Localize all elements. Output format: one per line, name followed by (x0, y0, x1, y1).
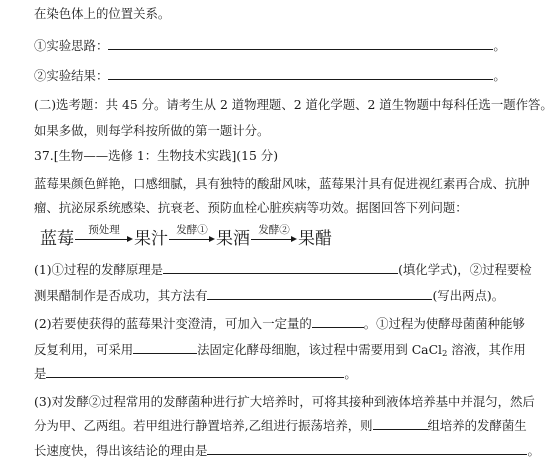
q2-text-c-pre: 是 (34, 366, 47, 381)
q2-blank-function[interactable] (46, 366, 344, 378)
text-line-chromosome (34, 6, 546, 22)
experiment-idea-label: ①实验思路： (34, 38, 109, 53)
arrow-head-icon (209, 236, 215, 242)
flow-arrow-label: 发酵① (176, 224, 208, 236)
q1-blank-method[interactable] (207, 288, 432, 300)
experiment-idea-blank[interactable] (108, 38, 493, 50)
arrow-head-icon (127, 236, 133, 242)
q2-text-b-pre: 反复利用，可采用 (34, 342, 134, 357)
flow-arrow-pretreatment (74, 224, 134, 250)
flow-node-juice: 果汁 (134, 229, 168, 249)
q3-text-b-post: 组培养的发酵菌生 (427, 418, 527, 433)
q3-text-a: (3)对发酵②过程常用的发酵菌种进行扩大培养时，可将其接种到液体培养基中并混匀，然后 (34, 394, 535, 409)
q1-text-b-pre: 测果醋制作是否成功，其方法有 (34, 288, 208, 303)
arrow-shaft (169, 239, 210, 240)
question-3-line-a (34, 394, 546, 410)
question-37-heading: 37.[生物——选修 1：生物技术实践](15 分) (34, 148, 279, 163)
intro-line-2 (34, 200, 546, 216)
flow-arrow-label: 预处理 (88, 224, 120, 236)
q2-blank-fixation-method[interactable] (133, 342, 197, 354)
intro-line-1 (34, 176, 546, 192)
q1-text-a-pre: (1)①过程的发酵原理是 (34, 262, 164, 277)
chromosome-text: 在染色体上的位置关系。 (34, 6, 171, 21)
question-2-line-c (34, 366, 546, 382)
q1-blank-formula[interactable] (163, 262, 398, 274)
question-2-line-a (34, 316, 546, 332)
q3-text-b-pre: 分为甲、乙两组。若甲组进行静置培养,乙组进行振荡培养，则 (34, 418, 373, 433)
flow-arrow-fermentation-2 (250, 224, 298, 250)
q3-text-c-post: 。 (527, 443, 540, 458)
q2-text-a-pre: (2)若要使获得的蓝莓果汁变澄清，可加入一定量的 (34, 316, 312, 331)
optional-rule-text: 如果多做，则每学科按所做的第一题计分。 (34, 123, 270, 138)
process-flow-diagram (40, 224, 332, 256)
experiment-idea-line (34, 38, 546, 54)
flow-node-vinegar: 果醋 (298, 229, 332, 249)
experiment-result-label: ②实验结果： (34, 68, 109, 83)
arrow-head-icon (291, 236, 297, 242)
optional-section-line (34, 97, 553, 113)
flow-node-blueberry: 蓝莓 (40, 229, 74, 249)
optional-rule-line (34, 123, 546, 139)
q1-text-b-post: (写出两点)。 (432, 288, 505, 303)
question-2-line-b (34, 342, 546, 362)
experiment-result-line (34, 68, 546, 84)
intro-text-1: 蓝莓果颜色鲜艳，口感细腻，具有独特的酸甜风味，蓝莓果汁具有促进视红素再合成、抗肿 (34, 176, 530, 191)
q2-subscript: 2 (442, 349, 448, 359)
q2-text-b-mid: 法固定化酵母细胞，该过程中需要用到 CaCl (197, 342, 443, 357)
q3-blank-reason[interactable] (207, 443, 527, 455)
arrow-shaft (75, 239, 128, 240)
question-1-line-a (34, 262, 546, 278)
q3-text-c-pre: 长速度快，得出该结论的理由是 (34, 443, 208, 458)
question-3-line-b (34, 418, 546, 434)
period: 。 (493, 68, 506, 83)
q2-text-a-post: 。①过程为使酵母菌菌种能够 (363, 316, 525, 331)
q2-text-c-post: 。 (344, 366, 357, 381)
optional-section-text: (二)选考题：共 45 分。请考生从 2 道物理题、2 道化学题、2 道生物题中每科任选一题作答。 (34, 97, 553, 112)
period: 。 (493, 38, 506, 53)
q2-blank-additive[interactable] (312, 316, 364, 328)
flow-arrow-fermentation-1 (168, 224, 216, 250)
intro-text-2: 瘤、抗泌尿系统感染、抗衰老、预防血栓心脏疾病等功效。据图回答下列问题： (34, 200, 468, 215)
flow-arrow-label: 发酵② (258, 224, 290, 236)
question-37-title (34, 148, 546, 164)
q3-blank-group[interactable] (373, 418, 428, 430)
flow-node-wine: 果酒 (216, 229, 250, 249)
q2-text-b-post: 溶液，其作用 (447, 342, 526, 357)
question-3-line-c (34, 443, 546, 459)
arrow-shaft (251, 239, 292, 240)
experiment-result-blank[interactable] (108, 68, 493, 80)
question-1-line-b (34, 288, 546, 304)
q1-text-a-post: (填化学式)，②过程要检 (398, 262, 532, 277)
